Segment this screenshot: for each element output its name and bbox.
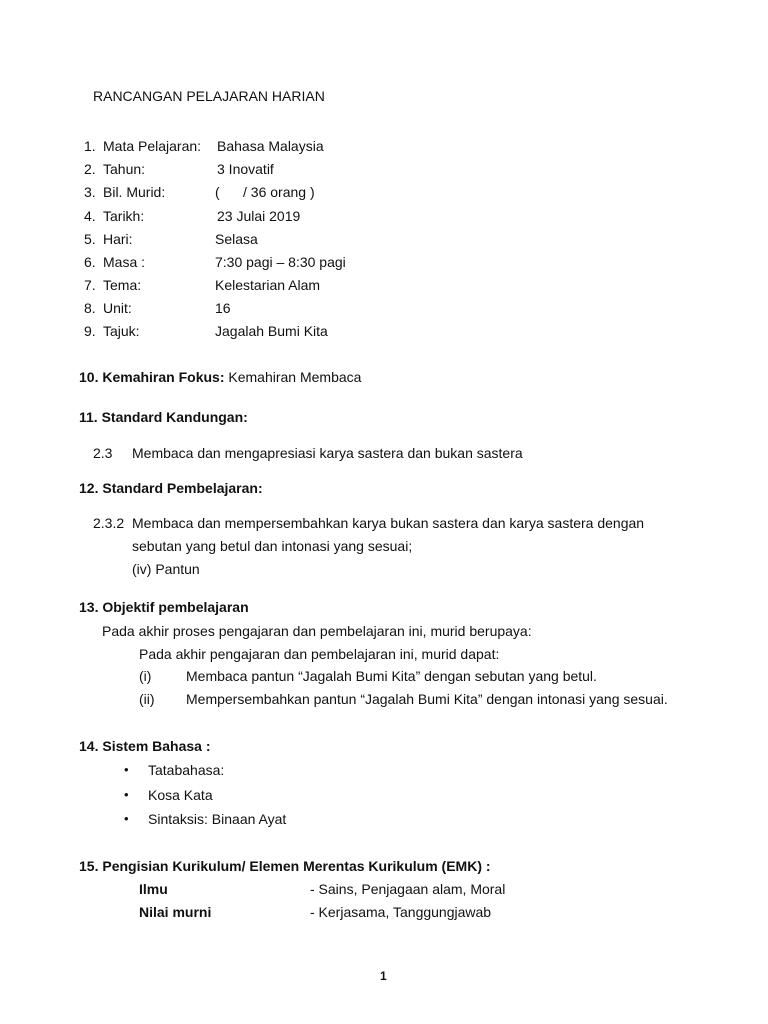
bullet-icon: •: [124, 811, 129, 826]
section-kemahiran-fokus: [79, 368, 361, 386]
section-heading-emk: 15. Pengisian Kurikulum/ Elemen Merentas Kurikulum (EMK) :: [79, 858, 491, 874]
info-label: Tahun:: [103, 161, 146, 177]
section-heading-standard-pembelajaran: 12. Standard Pembelajaran:: [79, 480, 263, 496]
info-value: 23 Julai 2019: [217, 208, 301, 224]
info-number: 5.: [84, 231, 96, 247]
emk-label: Ilmu: [139, 881, 168, 897]
info-number: 1.: [84, 138, 96, 154]
info-number: 4.: [84, 208, 96, 224]
info-number: 2.: [84, 161, 96, 177]
info-value: 3 Inovatif: [217, 161, 274, 177]
list-item: Tatabahasa:: [148, 762, 225, 778]
info-value: ( / 36 orang ): [215, 184, 315, 200]
page-number: 1: [380, 969, 387, 983]
info-number: 6.: [84, 254, 96, 270]
info-label: Tema:: [103, 277, 142, 293]
info-value: 7:30 pagi – 8:30 pagi: [215, 254, 346, 270]
standard-code: 2.3: [93, 445, 113, 461]
standard-text-line: Membaca dan mempersembahkan karya bukan sastera dan karya sastera dengan: [132, 515, 645, 531]
info-label: Masa :: [103, 254, 146, 270]
info-label: Hari:: [103, 231, 133, 247]
info-value: Jagalah Bumi Kita: [215, 323, 328, 339]
info-number: 8.: [84, 300, 96, 316]
section-heading-standard-kandungan: 11. Standard Kandungan:: [79, 409, 248, 425]
info-label: Unit:: [103, 300, 132, 316]
section-heading-objektif: 13. Objektif pembelajaran: [79, 599, 249, 615]
info-label: Bil. Murid:: [103, 184, 166, 200]
standard-code: 2.3.2: [93, 515, 125, 531]
section-heading: 10. Kemahiran Fokus:: [79, 369, 225, 385]
emk-value: - Kerjasama, Tanggungjawab: [310, 904, 492, 920]
objective-number: (i): [139, 668, 152, 684]
info-label: Tajuk:: [103, 323, 140, 339]
bullet-icon: •: [124, 762, 129, 777]
info-number: 7.: [84, 277, 96, 293]
objective-sub: Pada akhir pengajaran dan pembelajaran ini, murid dapat:: [139, 646, 500, 662]
objective-number: (ii): [139, 691, 155, 707]
info-value: Kelestarian Alam: [215, 277, 321, 293]
standard-text: Membaca dan mengapresiasi karya sastera dan bukan sastera: [132, 445, 523, 461]
list-item: Kosa Kata: [148, 787, 213, 803]
info-number: 9.: [84, 323, 96, 339]
standard-text-line: (iv) Pantun: [132, 561, 200, 577]
info-value: Selasa: [215, 231, 258, 247]
page-title: RANCANGAN PELAJARAN HARIAN: [93, 88, 325, 104]
info-value: 16: [215, 300, 231, 316]
objective-intro: Pada akhir proses pengajaran dan pembelajaran ini, murid berupaya:: [102, 623, 532, 639]
info-value: Bahasa Malaysia: [217, 138, 324, 154]
info-number: 3.: [84, 184, 96, 200]
section-text: Kemahiran Membaca: [228, 369, 362, 385]
emk-value: - Sains, Penjagaan alam, Moral: [310, 881, 506, 897]
section-heading-sistem-bahasa: 14. Sistem Bahasa :: [79, 738, 211, 754]
info-label: Tarikh:: [103, 208, 145, 224]
list-item: Sintaksis: Binaan Ayat: [148, 811, 287, 827]
bullet-icon: •: [124, 787, 129, 802]
info-label: Mata Pelajaran:: [103, 138, 202, 154]
emk-label: Nilai murni: [139, 904, 212, 920]
standard-text-line: sebutan yang betul dan intonasi yang sesuai;: [132, 538, 413, 554]
objective-text: Membaca pantun “Jagalah Bumi Kita” dengan sebutan yang betul.: [186, 668, 597, 684]
objective-text: Mempersembahkan pantun “Jagalah Bumi Kita” dengan intonasi yang sesuai.: [186, 691, 668, 707]
